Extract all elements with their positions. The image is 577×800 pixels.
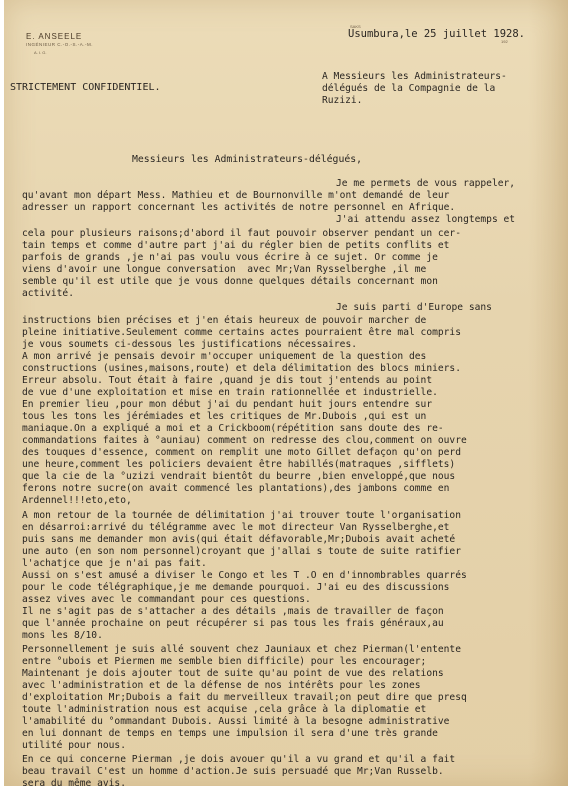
body-line: Je me permets de vous rappeler, [336,178,516,189]
confidential-heading: STRICTEMENT CONFIDENTIEL. [10,82,161,93]
body-line: Personnellement je suis allé souvent chez Jauniaux et chez Pierman(l'entente [22,644,461,655]
body-line: ferons notre sucre(on avait commencé les plantations),des jambons comme en [22,483,450,494]
body-line: En premier lieu ,pour mon début j'ai du pendant huit jours entendre sur [22,399,433,410]
letter-page [4,0,568,786]
body-line: je vous soumets ci-dessous les justifications nécessaires. [22,339,358,350]
body-line: constructions (usines,maisons,route) et dela délimitation des blocs miniers. [22,363,461,374]
addressee-line: A Messieurs les Administrateurs- [322,71,507,82]
body-line: en lui donnant de temps en temps une impulsion il sera d'une très grande [22,728,438,739]
body-line: Ardennel!!!eto,eto, [22,495,132,506]
body-line: utilité pour nous. [22,740,126,751]
addressee-block [322,71,507,107]
body-line: Maintenant je dois ajouter tout de suite qu'au point de vue des relations [22,668,444,679]
body-line: parfois de grands ,je n'ai pas voulu vous écrire à ce sujet. Or comme je [22,252,438,263]
body-line: commandations faites à °auniau) comment on redresse des clou,comment on ouvre [22,435,467,446]
body-line: pour le code télégraphique,je me demande pourquoi. J'ai eu des discussions [22,582,450,593]
body-line: qu'avant mon départ Mess. Mathieu et de Bournonville m'ont demandé de leur [22,190,450,201]
body-line: l'amabilité du °ommandant Dubois. Aussi limité à la besogne administrative [22,716,450,727]
body-line: maniaque.On a expliqué a moi et a Crickboom(répétition sans doute des re- [22,423,444,434]
body-line: A mon arrivé je pensais devoir m'occuper uniquement de la question des [22,351,427,362]
body-line: que la cie de la °uzizi vendrait bientôt du beurre ,bien enveloppé,que nous [22,471,456,482]
body-line: assez vives avec le commandant pour ces questions. [22,594,311,605]
body-line: tous les tons les jérémiades et les critiques de Mr.Dubois ,qui est un [22,411,427,422]
addressee-line: délégués de la Compagnie de la [322,83,496,94]
body-line: semble qu'il est utile que je vous donne quelques détails concernant mon [22,276,438,287]
body-line: instructions bien précises et j'en étais heureux de pouvoir marcher de [22,315,427,326]
body-line: de vue d'une exploitation et mise en train rationnellée et industrielle. [22,387,438,398]
date-small-print: 192 [501,39,508,44]
body-line: mons les 8/10. [22,630,103,641]
body-line: cela pour plusieurs raisons;d'abord il faut pouvoir observer pendant un cer- [22,228,461,239]
body-line: entre °ubois et Piermen me semble bien difficile) pour les encourager; [22,656,427,667]
body-line: Je suis parti d'Europe sans [336,302,492,313]
body-line: une heure,comment les policiers devaient être habillés(matraques ,sifflets) [22,459,456,470]
body-line: pleine initiative.Seulement comme certains actes pourraient être mal compris [22,327,461,338]
body-line: toute l'administration nous est acquise ,cela grâce à la diplomatie et [22,704,427,715]
body-line: Erreur absolu. Tout était à faire ,quand je dis tout j'entends au point [22,375,433,386]
body-line: que l'année prochaine on peut récupérer si pas tous les frais généraux,au [22,618,444,629]
body-line: beau travail C'est un homme d'action.Je suis persuadé que Mr;Van Russelb. [22,766,444,777]
body-line: Il ne s'agit pas de s'attacher a des détails ,mais de travailler de façon [22,606,444,617]
letterhead-mark: A. I. G. [34,50,47,55]
body-line: activité. [22,288,74,299]
body-line: puis sans me demander mon avis(qui était défavorable,Mr;Dubois avait acheté [22,534,456,545]
body-line: tain temps et comme d'autre part j'ai du régler bien de petits conflits et [22,240,450,251]
body-line: en désarroi:arrivé du télégramme avec le mot directeur Van Rysselberghe,et [22,522,450,533]
body-line: avec l'administration et de la défense de nos intérêts pour les zones [22,680,421,691]
body-line: En ce qui concerne Pierman ,je dois avouer qu'il a vu grand et qu'il a fait [22,754,456,765]
body-line: Aussi on s'est amusé a diviser le Congo et les T .O en d'innombrables quarrés [22,570,467,581]
body-line: l'achatjce que je n'ai pas fait. [22,558,207,569]
body-line: sera du même avis. [22,778,126,786]
place-date: Usumbura,le 25 juillet 1928. [348,28,526,40]
body-line: des touques d'essence, comment on remplit une moto Gillet defaçon qu'on perd [22,447,461,458]
addressee-line: Ruzizi. [322,95,363,106]
body-line: A mon retour de la tournée de délimitation j'ai trouver toute l'organisation [22,510,461,521]
salutation: Messieurs les Administrateurs-délégués, [132,154,363,165]
body-line: d'exploitation Mr;Dubois a fait du merveilleux travail;on peut dire que presq [22,692,467,703]
letterhead-subtitle: INGÉNIEUR C.-O.-S.-A.-M. [26,42,93,47]
letterhead-name: E. ANSEELE [26,32,83,41]
place-small-print: SAKS [350,24,361,29]
body-line: viens d'avoir une longue conversation avec Mr;Van Rysselberghe ,il me [22,264,427,275]
body-line: adresser un rapport concernant les activités de notre personnel en Afrique. [22,202,456,213]
body-line: J'ai attendu assez longtemps et [336,214,516,225]
body-line: une auto (en son nom personnel)croyant que j'allai s toute de suite ratifier [22,546,461,557]
